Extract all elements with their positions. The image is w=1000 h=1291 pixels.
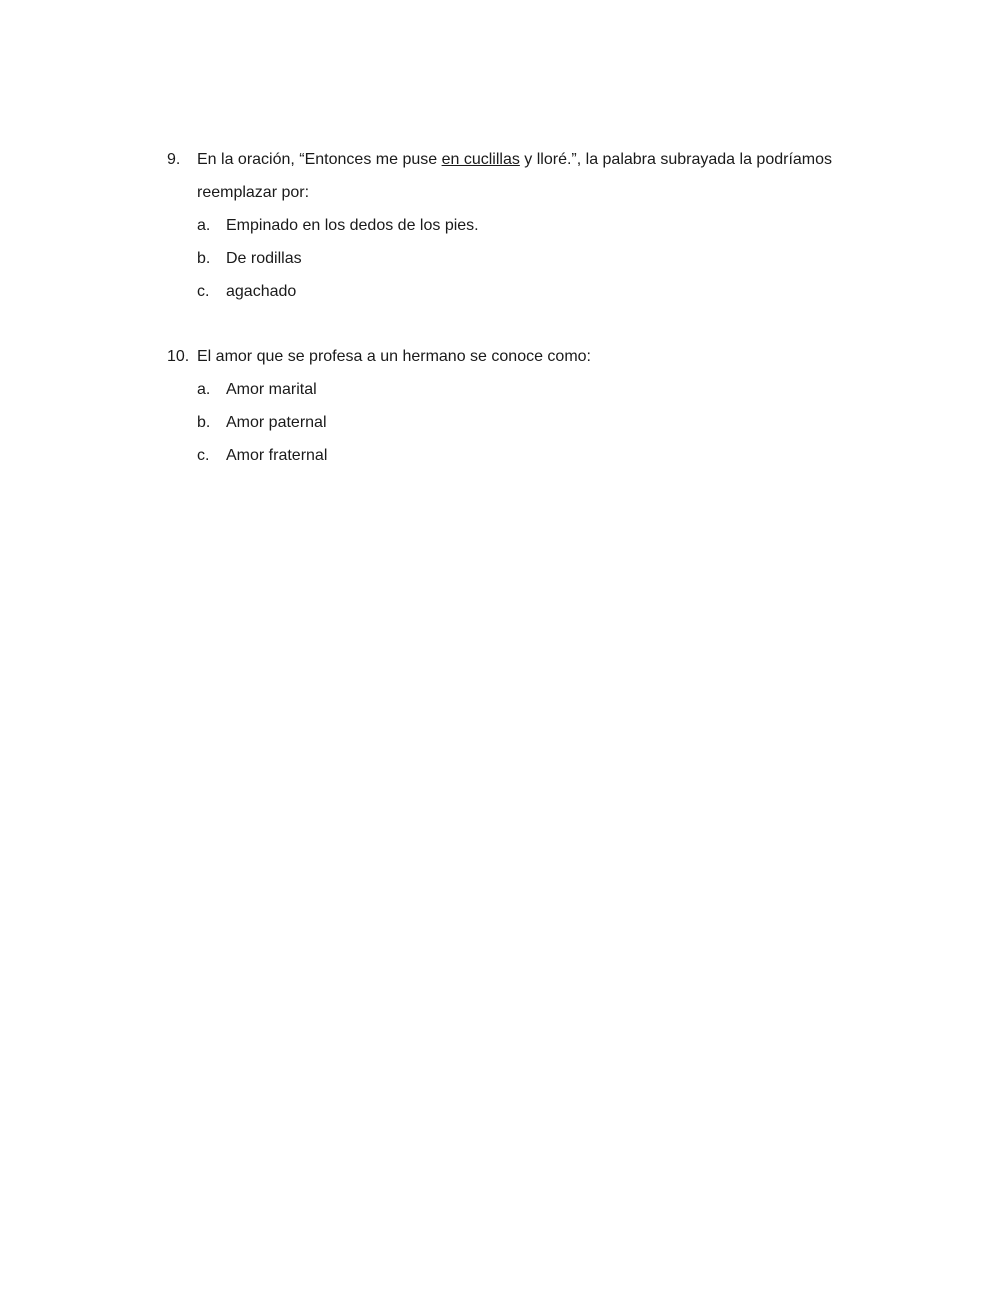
question-stem xyxy=(167,143,867,176)
option-text: Amor marital xyxy=(226,381,317,398)
option-letter: c. xyxy=(197,447,210,464)
option-letter: a. xyxy=(197,381,211,398)
option-letter: c. xyxy=(197,283,210,300)
question-10 xyxy=(167,340,867,472)
question-number: 9. xyxy=(167,151,181,168)
question-text-after: y lloré.”, la palabra subrayada la podríamos xyxy=(519,151,833,168)
option-letter: a. xyxy=(197,217,211,234)
question-text-before: En la oración, “Entonces me puse xyxy=(197,151,442,168)
option-letter: b. xyxy=(197,414,211,431)
option-text: Amor paternal xyxy=(226,414,327,431)
option-text: Empinado en los dedos de los pies. xyxy=(226,217,479,234)
answer-option-a xyxy=(167,209,867,242)
question-text: El amor que se profesa a un hermano se conoce como: xyxy=(197,348,591,365)
answer-option-c xyxy=(167,439,867,472)
answer-option-b xyxy=(167,242,867,275)
option-text: agachado xyxy=(226,283,297,300)
question-text-continuation: reemplazar por: xyxy=(197,184,310,201)
question-text xyxy=(197,143,867,176)
option-letter: b. xyxy=(197,250,211,267)
answer-option-b xyxy=(167,406,867,439)
question-9 xyxy=(167,143,867,308)
question-number: 10. xyxy=(167,348,190,365)
underlined-phrase: en cuclillas xyxy=(441,151,520,168)
option-text: De rodillas xyxy=(226,250,302,267)
question-stem xyxy=(167,340,867,373)
answer-option-a xyxy=(167,373,867,406)
answer-option-c xyxy=(167,275,867,308)
option-text: Amor fraternal xyxy=(226,447,328,464)
